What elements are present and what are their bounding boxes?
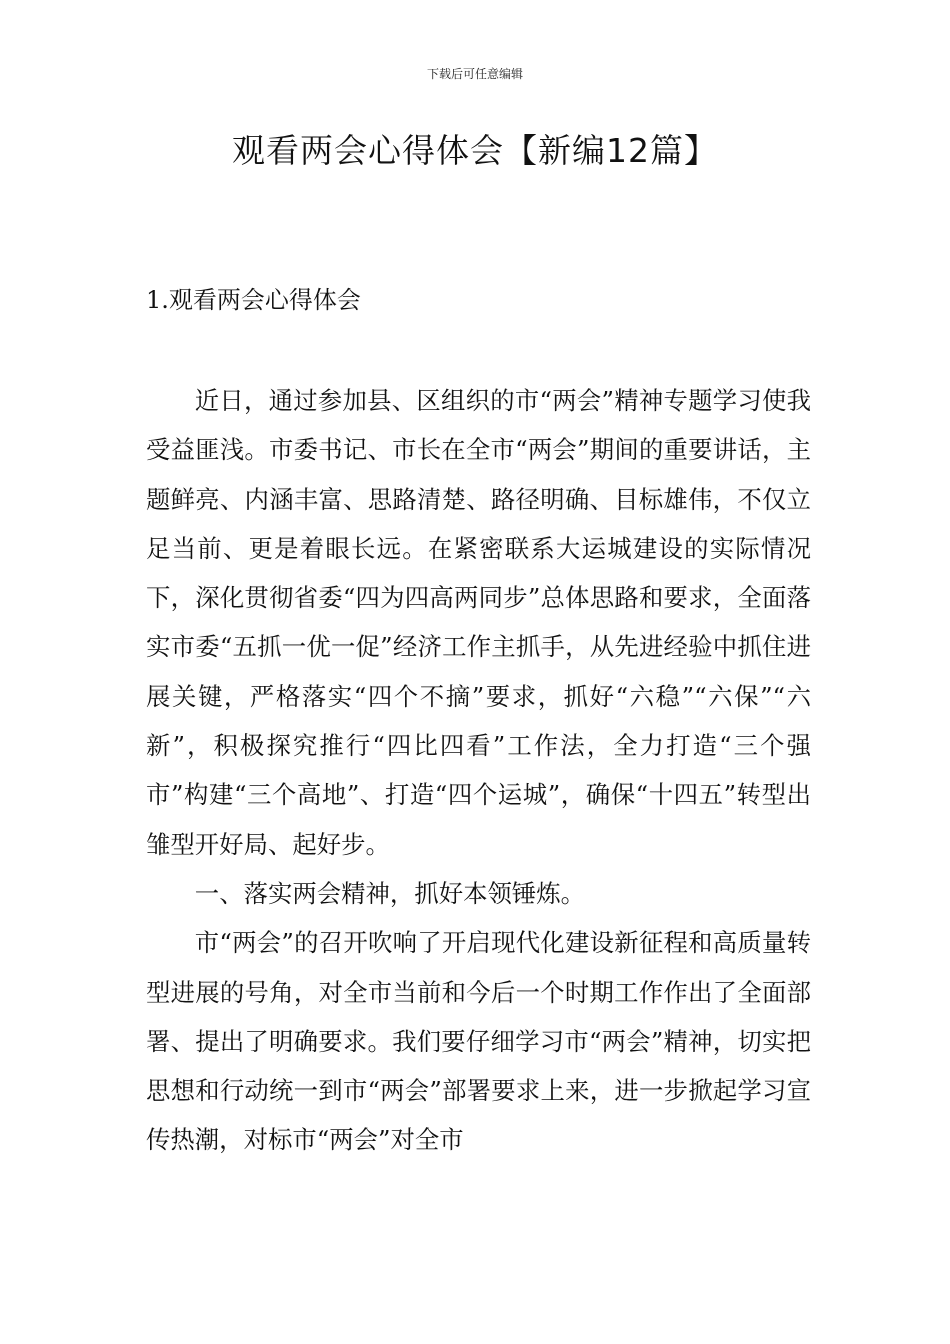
section-heading: 1.观看两会心得体会 [146, 286, 361, 314]
paragraph-intro: 近日，通过参加县、区组织的市“两会”精神专题学习使我受益匪浅。市委书记、市长在全市“两会”期间的重要讲话，主题鲜亮、内涵丰富、思路清楚、路径明确、目标雄伟，不仅立足当前、更是着眼长远。在紧密联系大运城建设的实际情况下，深化贯彻省委“四为四高两同步”总体思路和要求，全面落实市委“五抓一优一促”经济工作主抓手，从先进经验中抓住进展关键，严格落实“四个不摘”要求，抓好“六稳”“六保”“六新”，积极探究推行“四比四看”工作法，全力打造“三个强市”构建“三个高地”、打造“四个运城”，确保“十四五”转型出雏型开好局、起好步。 [146, 386, 811, 859]
header-note: 下载后可任意编辑 [426, 67, 523, 81]
paragraph-main: 市“两会”的召开吹响了开启现代化建设新征程和高质量转型进展的号角，对全市当前和今后一个时期工作作出了全面部署、提出了明确要求。我们要仔细学习市“两会”精神，切实把思想和行动统一到市“两会”部署要求上来，进一步掀起学习宣传热潮，对标市“两会”对全市 [146, 928, 811, 1155]
document-title: 观看两会心得体会【新编12篇】 [232, 131, 718, 170]
document-body [146, 376, 811, 1165]
paragraph-subheading: 一、落实两会精神，抓好本领锤炼。 [194, 878, 586, 908]
